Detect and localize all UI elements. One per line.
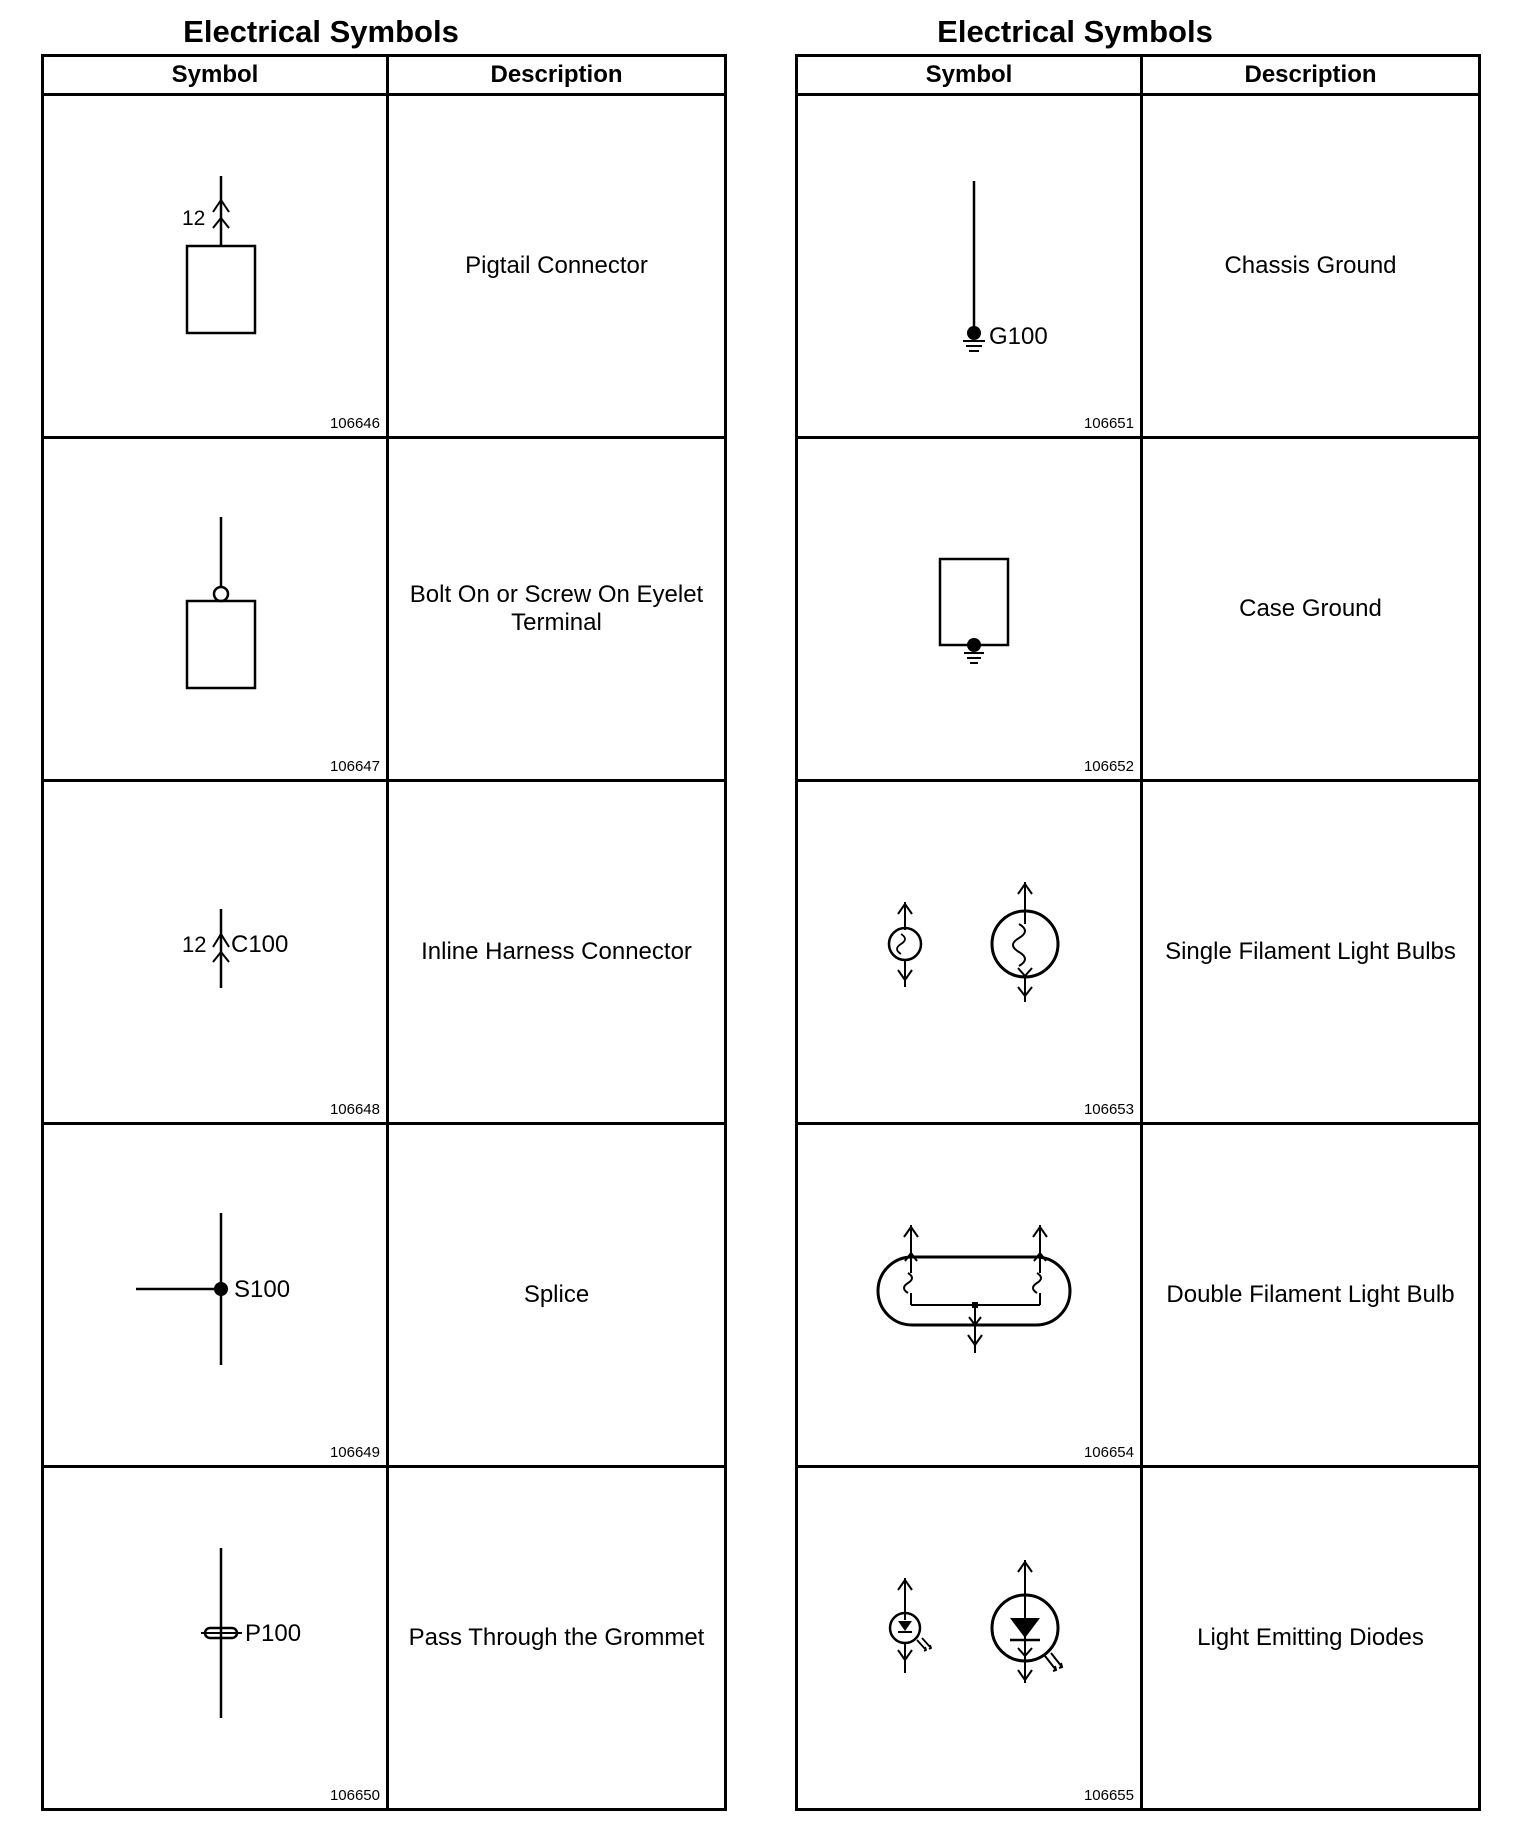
figure-code: 106653	[1083, 1101, 1134, 1118]
wire-number-label: 12	[182, 207, 206, 230]
case-ground-symbol	[798, 439, 1137, 773]
symbols-table	[795, 54, 1481, 1811]
figure-code: 106647	[329, 758, 380, 775]
description-cell: Light Emitting Diodes	[1142, 1467, 1480, 1810]
panel-title: Electrical Symbols	[183, 14, 459, 49]
symbol-cell	[797, 95, 1142, 438]
grommet-symbol	[44, 1468, 383, 1802]
description-cell: Splice	[388, 1124, 726, 1467]
ground-label: G100	[989, 323, 1048, 350]
splice-label: S100	[234, 1276, 291, 1303]
symbol-cell	[797, 781, 1142, 1124]
table-row	[797, 1467, 1480, 1810]
symbol-cell	[43, 1467, 388, 1810]
eyelet-terminal-symbol	[44, 439, 383, 773]
symbol-cell	[43, 781, 388, 1124]
figure-code: 106655	[1083, 1787, 1134, 1804]
figure-code: 106646	[329, 415, 380, 432]
pigtail-connector-symbol	[44, 96, 383, 430]
chassis-ground-symbol	[798, 96, 1137, 430]
description-cell: Pigtail Connector	[388, 95, 726, 438]
description-column-header: Description	[388, 56, 726, 95]
symbol-cell	[43, 438, 388, 781]
table-row	[797, 781, 1480, 1124]
table-row	[43, 438, 726, 781]
figure-code: 106648	[329, 1101, 380, 1118]
description-cell: Chassis Ground	[1142, 95, 1480, 438]
connector-label: C100	[231, 931, 289, 958]
symbol-cell	[797, 438, 1142, 781]
symbol-cell	[797, 1467, 1142, 1810]
figure-code: 106650	[329, 1787, 380, 1804]
wire-number-label: 12	[182, 932, 207, 957]
description-column-header: Description	[1142, 56, 1480, 95]
description-cell: Case Ground	[1142, 438, 1480, 781]
double-filament-bulb-symbol	[798, 1125, 1137, 1459]
table-row	[43, 781, 726, 1124]
description-cell: Single Filament Light Bulbs	[1142, 781, 1480, 1124]
panel-title: Electrical Symbols	[937, 14, 1213, 49]
table-row	[797, 1124, 1480, 1467]
table-row	[43, 1124, 726, 1467]
single-filament-bulb-symbols	[798, 782, 1137, 1116]
description-cell: Pass Through the Grommet	[388, 1467, 726, 1810]
symbol-cell	[797, 1124, 1142, 1467]
symbol-cell	[43, 1124, 388, 1467]
figure-code: 106651	[1083, 415, 1134, 432]
grommet-label: P100	[245, 1620, 302, 1647]
light-emitting-diode-symbols	[798, 1468, 1137, 1802]
table-row	[43, 1467, 726, 1810]
figure-code: 106652	[1083, 758, 1134, 775]
left-panel	[41, 10, 727, 1811]
inline-harness-connector-symbol	[44, 782, 383, 1116]
symbol-column-header: Symbol	[797, 56, 1142, 95]
table-row	[797, 438, 1480, 781]
description-cell: Double Filament Light Bulb	[1142, 1124, 1480, 1467]
splice-symbol	[44, 1125, 383, 1459]
description-cell: Bolt On or Screw On Eyelet Terminal	[388, 438, 726, 781]
figure-code: 106649	[329, 1444, 380, 1461]
table-row	[797, 95, 1480, 438]
description-cell: Inline Harness Connector	[388, 781, 726, 1124]
table-row	[43, 95, 726, 438]
symbol-column-header: Symbol	[43, 56, 388, 95]
table-header-row	[797, 56, 1480, 95]
symbol-cell	[43, 95, 388, 438]
figure-code: 106654	[1083, 1444, 1134, 1461]
table-header-row	[43, 56, 726, 95]
right-panel	[795, 10, 1481, 1811]
symbols-table	[41, 54, 727, 1811]
